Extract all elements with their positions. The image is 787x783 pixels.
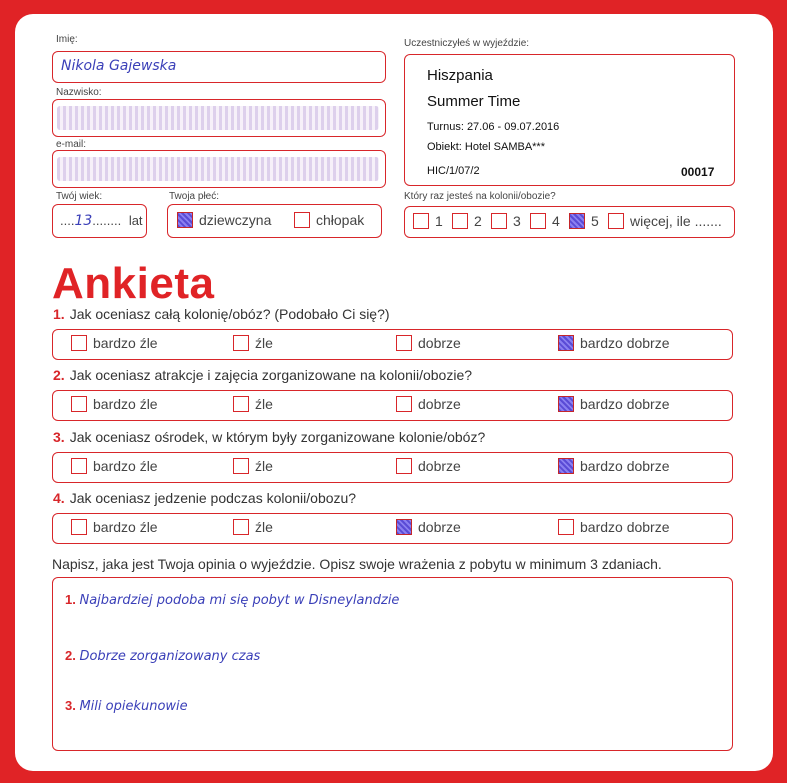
rating-label: bardzo źle: [93, 519, 158, 535]
question-4-option-2[interactable]: [233, 519, 273, 535]
times-option-more[interactable]: [608, 213, 722, 229]
opinion-line-2: [65, 648, 260, 664]
rating-checkbox[interactable]: [396, 335, 412, 351]
times-1-checkbox[interactable]: [413, 213, 429, 229]
rating-checkbox[interactable]: [71, 519, 87, 535]
opinion-3-text: Mili opiekunowie: [79, 699, 188, 714]
boy-label: chłopak: [316, 212, 365, 228]
times-option-1[interactable]: [413, 213, 443, 229]
redacted-surname: [57, 106, 379, 130]
question-2-option-4[interactable]: [558, 396, 670, 412]
opinion-2-text: Dobrze zorganizowany czas: [79, 649, 261, 664]
question-4-text: [53, 490, 356, 506]
rating-label: bardzo źle: [93, 458, 158, 474]
trip-label: Uczestniczyłeś w wyjeździe:: [404, 38, 530, 49]
opinion-box[interactable]: [52, 577, 733, 751]
rating-label: źle: [255, 519, 273, 535]
gender-option-girl[interactable]: [177, 212, 271, 228]
gender-option-boy[interactable]: [294, 212, 364, 228]
times-option-2[interactable]: [452, 213, 482, 229]
times-option-5[interactable]: [569, 213, 599, 229]
rating-label: źle: [255, 335, 273, 351]
trip-turnus: Turnus: 27.06 - 09.07.2016: [427, 121, 560, 133]
times-more-label: więcej, ile .......: [630, 213, 722, 229]
question-4-option-4[interactable]: [558, 519, 670, 535]
question-3-label: Jak oceniasz ośrodek, w którym były zorganizowane kolonie/obóz?: [69, 429, 486, 445]
trip-obiekt: Obiekt: Hotel SAMBA***: [427, 141, 545, 153]
opinion-3-num: 3.: [65, 698, 76, 713]
question-4-options: [52, 513, 733, 544]
question-2-label: Jak oceniasz atrakcje i zajęcia zorganizowane na kolonii/obozie?: [69, 367, 473, 383]
rating-label: bardzo źle: [93, 396, 158, 412]
trip-country: Hiszpania: [427, 67, 493, 84]
age-value: 13: [74, 213, 93, 229]
email-label: e-mail:: [56, 139, 87, 150]
rating-label: bardzo dobrze: [580, 396, 670, 412]
trip-code: HIC/1/07/2: [427, 165, 480, 177]
question-3-text: [53, 429, 485, 445]
rating-label: dobrze: [418, 335, 461, 351]
question-2-option-3[interactable]: [396, 396, 461, 412]
rating-label: źle: [255, 396, 273, 412]
rating-checkbox[interactable]: [396, 519, 412, 535]
question-3-option-1[interactable]: [71, 458, 158, 474]
times-more-checkbox[interactable]: [608, 213, 624, 229]
surname-label: Nazwisko:: [56, 87, 102, 98]
rating-label: źle: [255, 458, 273, 474]
opinion-1-num: 1.: [65, 592, 76, 607]
opinion-1-text: Najbardziej podoba mi się pobyt w Disneylandzie: [79, 593, 400, 608]
gender-label: Twoja płeć:: [169, 191, 220, 202]
rating-checkbox[interactable]: [558, 335, 574, 351]
rating-label: bardzo dobrze: [580, 519, 670, 535]
opinion-line-3: [65, 698, 188, 714]
girl-label: dziewczyna: [199, 212, 272, 228]
times-1-label: 1: [435, 213, 443, 229]
rating-checkbox[interactable]: [71, 335, 87, 351]
question-2-number: 2.: [53, 367, 65, 383]
age-label: Twój wiek:: [56, 191, 103, 202]
page-title: Ankieta: [52, 259, 215, 308]
times-2-label: 2: [474, 213, 482, 229]
surname-field[interactable]: [52, 99, 386, 137]
question-2-option-1[interactable]: [71, 396, 158, 412]
rating-checkbox[interactable]: [396, 396, 412, 412]
question-1-option-3[interactable]: [396, 335, 461, 351]
opinion-prompt: Napisz, jaka jest Twoja opinia o wyjeździe. Opisz swoje wrażenia z pobytu w minimum 3 zdaniach.: [52, 556, 662, 572]
girl-checkbox[interactable]: [177, 212, 193, 228]
redacted-email: [57, 157, 379, 181]
boy-checkbox[interactable]: [294, 212, 310, 228]
rating-label: dobrze: [418, 519, 461, 535]
age-field[interactable]: [52, 204, 147, 238]
age-unit: lat: [128, 213, 143, 228]
question-1-options: [52, 329, 733, 360]
rating-checkbox[interactable]: [396, 458, 412, 474]
times-field: [404, 206, 735, 238]
rating-label: bardzo dobrze: [580, 458, 670, 474]
rating-checkbox[interactable]: [71, 458, 87, 474]
rating-label: dobrze: [418, 396, 461, 412]
rating-checkbox[interactable]: [233, 519, 249, 535]
question-3-option-2[interactable]: [233, 458, 273, 474]
question-4-option-1[interactable]: [71, 519, 158, 535]
rating-checkbox[interactable]: [558, 519, 574, 535]
question-4-label: Jak oceniasz jedzenie podczas kolonii/obozu?: [69, 490, 357, 506]
times-label: Który raz jesteś na kolonii/obozie?: [404, 191, 556, 202]
rating-checkbox[interactable]: [233, 396, 249, 412]
opinion-2-num: 2.: [65, 648, 76, 663]
question-3-option-4[interactable]: [558, 458, 670, 474]
name-value: Nikola Gajewska: [61, 58, 177, 74]
rating-checkbox[interactable]: [233, 458, 249, 474]
times-3-label: 3: [513, 213, 521, 229]
rating-label: dobrze: [418, 458, 461, 474]
rating-label: bardzo źle: [93, 335, 158, 351]
age-dots-after: ........: [92, 213, 122, 228]
times-5-checkbox[interactable]: [569, 213, 585, 229]
times-3-checkbox[interactable]: [491, 213, 507, 229]
question-3-options: [52, 452, 733, 483]
question-3-number: 3.: [53, 429, 65, 445]
times-4-label: 4: [552, 213, 560, 229]
times-2-checkbox[interactable]: [452, 213, 468, 229]
question-1-option-4[interactable]: [558, 335, 670, 351]
gender-field: [167, 204, 382, 238]
rating-label: bardzo dobrze: [580, 335, 670, 351]
email-field[interactable]: [52, 150, 386, 188]
rating-checkbox[interactable]: [558, 396, 574, 412]
rating-checkbox[interactable]: [233, 335, 249, 351]
question-1-label: Jak oceniasz całą kolonię/obóz? (Podobało Ci się?): [69, 306, 390, 322]
question-2-option-2[interactable]: [233, 396, 273, 412]
name-label: Imię:: [56, 34, 78, 45]
question-2-options: [52, 390, 733, 421]
question-4-option-3[interactable]: [396, 519, 461, 535]
age-dots: ....: [60, 213, 75, 228]
question-1-number: 1.: [53, 306, 65, 322]
trip-number: 00017: [681, 165, 715, 179]
question-1-option-1[interactable]: [71, 335, 158, 351]
trip-box: [404, 54, 735, 186]
question-2-text: [53, 367, 472, 383]
times-4-checkbox[interactable]: [530, 213, 546, 229]
question-4-number: 4.: [53, 490, 65, 506]
rating-checkbox[interactable]: [558, 458, 574, 474]
survey-sheet: [15, 14, 773, 771]
name-field[interactable]: [52, 51, 386, 83]
question-1-text: [53, 306, 390, 322]
times-option-4[interactable]: [530, 213, 560, 229]
rating-checkbox[interactable]: [71, 396, 87, 412]
times-5-label: 5: [591, 213, 599, 229]
question-3-option-3[interactable]: [396, 458, 461, 474]
trip-program: Summer Time: [427, 93, 521, 110]
opinion-line-1: [65, 592, 399, 608]
times-option-3[interactable]: [491, 213, 521, 229]
question-1-option-2[interactable]: [233, 335, 273, 351]
